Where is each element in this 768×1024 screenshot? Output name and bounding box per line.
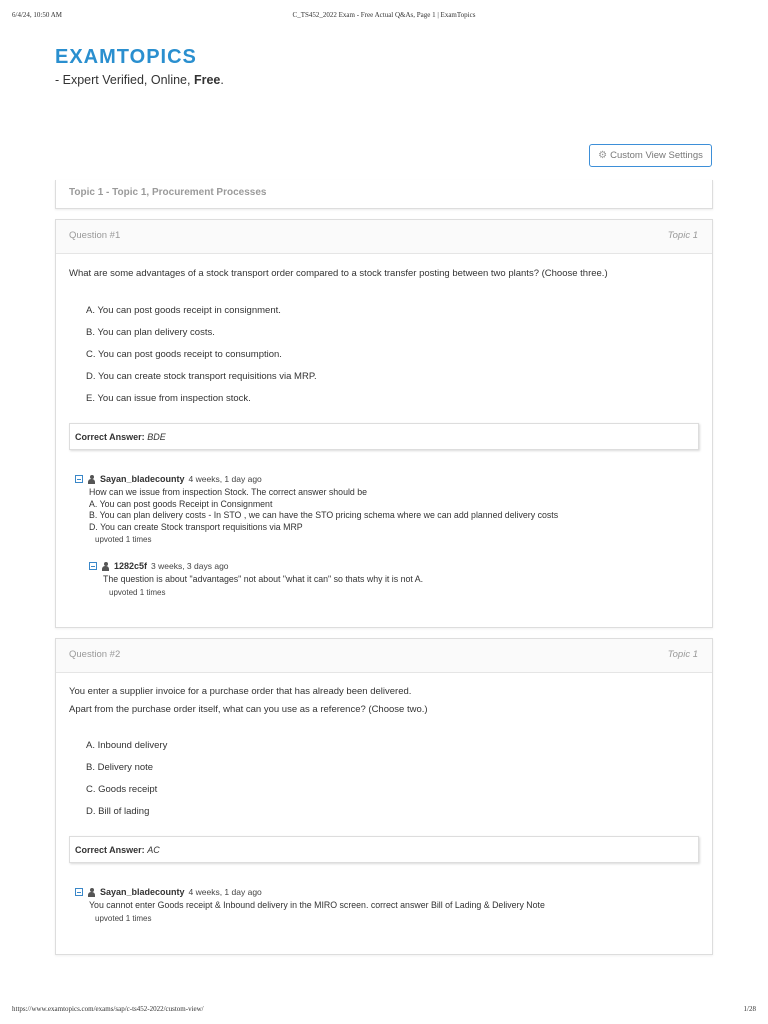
correct-answer-label xyxy=(75,845,160,855)
print-title: C_TS452_2022 Exam - Free Actual Q&As, Page 1 | ExamTopics xyxy=(292,11,476,19)
choice-e: E. You can issue from inspection stock. xyxy=(86,393,251,404)
print-page-number: 1/28 xyxy=(743,1005,756,1013)
topic-title: Topic 1 - Topic 1, Procurement Processes xyxy=(69,187,267,198)
choice-a: A. You can post goods receipt in consignment. xyxy=(86,305,281,316)
user-icon xyxy=(87,888,96,897)
question-header xyxy=(56,220,712,254)
question-number: Question #2 xyxy=(69,649,121,660)
comment-line: D. You can create Stock transport requisitions via MRP xyxy=(89,521,303,532)
gear-icon: ⚙ xyxy=(598,150,608,161)
correct-answer-label xyxy=(75,432,166,442)
comment-body xyxy=(103,574,689,586)
correct-answer-value: BDE xyxy=(147,432,166,442)
question-header xyxy=(56,639,712,673)
comment-username[interactable]: Sayan_bladecounty xyxy=(100,474,185,484)
tagline-bold: Free xyxy=(193,73,221,87)
question-text: Apart from the purchase order itself, what can you use as a reference? (Choose two.) xyxy=(69,704,428,715)
choice-b: B. Delivery note xyxy=(86,762,154,773)
question-card-1 xyxy=(55,219,713,628)
question-text: What are some advantages of a stock transport order compared to a stock transfer posting between two plants? (Choose three.) xyxy=(69,268,608,279)
comment-line: B. You can plan delivery costs - In STO , we can have the STO pricing schema where we can add planned delivery costs xyxy=(89,510,559,521)
print-url: https://www.examtopics.com/exams/sap/c-ts452-2022/custom-view/ xyxy=(12,1005,204,1013)
topic-header-card xyxy=(55,180,713,209)
upvote-count: upvoted 1 times xyxy=(109,587,166,597)
comment-line: A. You can post goods Receipt in Consignment xyxy=(89,498,273,509)
correct-answer-value: AC xyxy=(147,845,160,855)
choice-d: D. You can create stock transport requisitions via MRP. xyxy=(86,371,317,382)
tagline-prefix: - Expert Verified, Online, xyxy=(55,73,194,87)
choice-b: B. You can plan delivery costs. xyxy=(86,327,215,338)
upvote-count: upvoted 1 times xyxy=(95,535,152,545)
comment-username[interactable]: Sayan_bladecounty xyxy=(100,887,185,897)
print-footer xyxy=(0,1005,768,1019)
comment-time: 3 weeks, 3 days ago xyxy=(151,561,229,571)
upvote-count: upvoted 1 times xyxy=(95,913,152,923)
custom-view-settings-button[interactable] xyxy=(589,144,712,167)
comment-body xyxy=(89,487,695,533)
question-topic: Topic 1 xyxy=(667,230,698,241)
question-text: You enter a supplier invoice for a purchase order that has already been delivered. xyxy=(69,686,412,697)
comment xyxy=(75,473,695,544)
correct-answer-caption: Correct Answer: xyxy=(75,845,145,855)
user-icon xyxy=(101,562,110,571)
question-number: Question #1 xyxy=(69,230,121,241)
collapse-toggle-icon[interactable] xyxy=(89,562,97,570)
custom-view-settings-label: Custom View Settings xyxy=(610,150,703,161)
user-icon xyxy=(87,475,96,484)
choice-c: C. You can post goods receipt to consumption. xyxy=(86,349,282,360)
comment-body xyxy=(89,900,695,912)
print-date: 6/4/24, 10:50 AM xyxy=(12,11,62,19)
comment-time: 4 weeks, 1 day ago xyxy=(188,887,262,897)
correct-answer-caption: Correct Answer: xyxy=(75,432,145,442)
comment-line: How can we issue from inspection Stock. The correct answer should be xyxy=(89,487,368,497)
choice-a: A. Inbound delivery xyxy=(86,740,168,751)
correct-answer-box xyxy=(69,423,699,450)
choice-c: C. Goods receipt xyxy=(86,784,158,795)
correct-answer-box xyxy=(69,836,699,863)
tagline xyxy=(55,73,224,87)
print-header xyxy=(0,11,768,25)
comment-reply xyxy=(89,560,689,597)
collapse-toggle-icon[interactable] xyxy=(75,888,83,896)
comment-line: The question is about "advantages" not about "what it can" so thats why it is not A. xyxy=(103,574,424,584)
comment xyxy=(75,886,695,923)
question-card-2 xyxy=(55,638,713,955)
comment-username[interactable]: 1282c5f xyxy=(114,561,148,571)
comment-time: 4 weeks, 1 day ago xyxy=(188,474,262,484)
question-topic: Topic 1 xyxy=(667,649,698,660)
tagline-suffix: . xyxy=(220,73,224,87)
comment-line: You cannot enter Goods receipt & Inbound delivery in the MIRO screen. correct answer Bill of Lading & Delivery Note xyxy=(89,900,545,910)
examtopics-logo[interactable]: EXAMTOPICS xyxy=(55,46,197,68)
choice-d: D. Bill of lading xyxy=(86,806,150,817)
collapse-toggle-icon[interactable] xyxy=(75,475,83,483)
